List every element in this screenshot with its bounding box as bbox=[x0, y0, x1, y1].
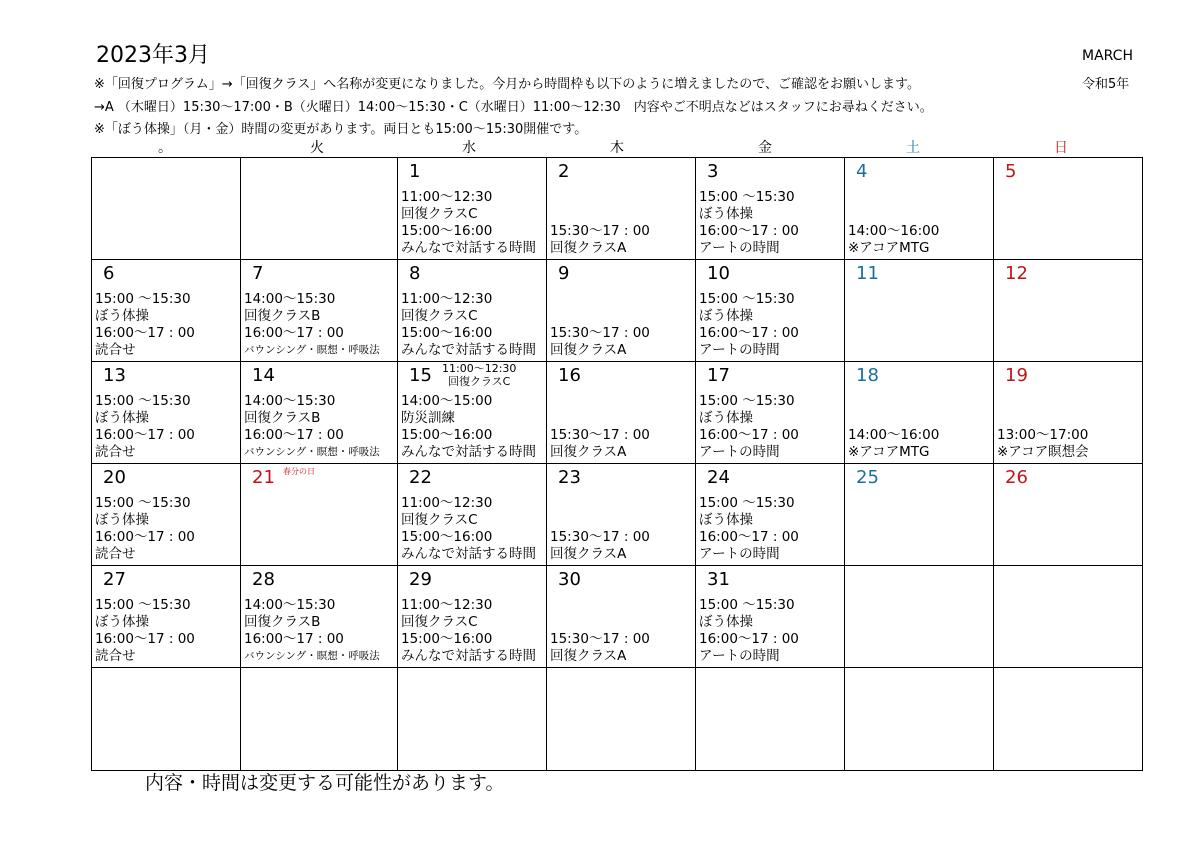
event-line: 13:00～17:00 bbox=[997, 427, 1089, 443]
event-line: みんなで対話する時間 bbox=[401, 546, 536, 562]
event-line: 15:00～16:00 bbox=[401, 325, 493, 341]
event-line: 15:00 ～15:30 bbox=[699, 393, 795, 409]
weekday-label: 火 bbox=[310, 140, 324, 156]
event-line: みんなで対話する時間 bbox=[401, 342, 536, 358]
event-line: 14:00～15:30 bbox=[244, 291, 336, 307]
weekday-label: 金 bbox=[758, 140, 772, 156]
event-line: 16:00～17 : 00 bbox=[244, 325, 344, 341]
day-number: 6 bbox=[103, 263, 115, 284]
calendar-day-cell bbox=[845, 668, 994, 771]
event-line: 回復クラスC bbox=[401, 206, 478, 222]
day-number: 22 bbox=[409, 467, 432, 488]
calendar-day-cell bbox=[92, 566, 241, 668]
event-line: 15:00～16:00 bbox=[401, 631, 493, 647]
month-english: MARCH bbox=[1082, 48, 1133, 64]
event-line: 15:00 ～15:30 bbox=[95, 597, 191, 613]
event-list bbox=[401, 291, 536, 359]
event-line: ぼう体操 bbox=[95, 308, 149, 324]
day-number: 11 bbox=[856, 263, 879, 284]
event-line: 15:30～17 : 00 bbox=[550, 631, 650, 647]
extra-event: 11:00～12:30 回復クラスC bbox=[442, 362, 517, 388]
day-number: 27 bbox=[103, 569, 126, 590]
event-line: 14:00～16:00 bbox=[848, 427, 940, 443]
event-line: 15:00 ～15:30 bbox=[699, 495, 795, 511]
calendar-day-cell bbox=[696, 260, 845, 362]
calendar-day-cell bbox=[845, 158, 994, 260]
calendar-week-row bbox=[92, 464, 1143, 566]
calendar-day-cell bbox=[547, 158, 696, 260]
event-line: アートの時間 bbox=[699, 444, 780, 460]
event-line: 14:00～15:00 bbox=[401, 393, 493, 409]
event-list bbox=[95, 597, 195, 665]
day-number: 24 bbox=[707, 467, 730, 488]
notice-line-2: →A （木曜日）15:30～17:00・B（火曜日）14:00～15:30・C（水曜日）11:00～12:30 内容やご不明点などはスタッフにお尋ねください。 bbox=[94, 100, 933, 115]
weekday-label: 。 bbox=[158, 140, 172, 156]
day-number: 18 bbox=[856, 365, 879, 386]
calendar-day-cell bbox=[92, 668, 241, 771]
event-list bbox=[244, 393, 380, 461]
event-list bbox=[550, 325, 650, 359]
calendar-day-cell bbox=[696, 464, 845, 566]
calendar-day-cell bbox=[845, 260, 994, 362]
event-line: 15:30～17 : 00 bbox=[550, 223, 650, 239]
day-number: 2 bbox=[558, 161, 570, 182]
event-line: 読合せ bbox=[95, 546, 136, 562]
day-number: 4 bbox=[856, 161, 868, 182]
event-list bbox=[848, 427, 939, 461]
event-line: アートの時間 bbox=[699, 240, 780, 256]
calendar-day-cell bbox=[398, 668, 547, 771]
day-number: 14 bbox=[252, 365, 275, 386]
event-list bbox=[95, 291, 195, 359]
calendar-day-cell bbox=[994, 464, 1143, 566]
event-list bbox=[401, 597, 536, 665]
event-line: 15:00～16:00 bbox=[401, 529, 493, 545]
day-number: 10 bbox=[707, 263, 730, 284]
notice-line-1: ※「回復プログラム」→「回復クラス」へ名称が変更になりました。今月から時間枠も以下のように増えましたので、ご確認をお願いします。 bbox=[94, 77, 920, 92]
event-line: 15:00 ～15:30 bbox=[95, 495, 191, 511]
calendar-day-cell bbox=[845, 464, 994, 566]
calendar-grid bbox=[91, 157, 1143, 771]
event-line: アートの時間 bbox=[699, 342, 780, 358]
event-line: 16:00～17 : 00 bbox=[699, 529, 799, 545]
event-line: 回復クラスA bbox=[550, 342, 627, 358]
calendar-day-cell bbox=[994, 362, 1143, 464]
event-line: ぼう体操 bbox=[699, 512, 753, 528]
day-number: 3 bbox=[707, 161, 719, 182]
day-number: 28 bbox=[252, 569, 275, 590]
event-line: 15:00 ～15:30 bbox=[95, 393, 191, 409]
calendar-day-cell bbox=[696, 668, 845, 771]
day-number: 9 bbox=[558, 263, 570, 284]
event-line: 読合せ bbox=[95, 444, 136, 460]
event-line: ぼう体操 bbox=[95, 512, 149, 528]
calendar-day-cell bbox=[241, 158, 398, 260]
day-number: 20 bbox=[103, 467, 126, 488]
event-line: ※アコアMTG bbox=[848, 240, 930, 256]
event-line: 11:00～12:30 bbox=[401, 291, 493, 307]
event-line: 16:00～17 : 00 bbox=[699, 631, 799, 647]
event-line: 16:00～17 : 00 bbox=[244, 427, 344, 443]
calendar-day-cell bbox=[845, 566, 994, 668]
event-line: ぼう体操 bbox=[699, 614, 753, 630]
day-number: 26 bbox=[1005, 467, 1028, 488]
event-list bbox=[699, 189, 799, 257]
event-list bbox=[550, 427, 650, 461]
event-line: ぼう体操 bbox=[699, 206, 753, 222]
day-number: 1 bbox=[409, 161, 421, 182]
event-line: 読合せ bbox=[95, 648, 136, 664]
event-line: 15:00 ～15:30 bbox=[699, 189, 795, 205]
event-list bbox=[699, 495, 799, 563]
event-line: 16:00～17 : 00 bbox=[95, 631, 195, 647]
calendar-day-cell bbox=[994, 668, 1143, 771]
calendar-day-cell bbox=[398, 464, 547, 566]
event-line: ぼう体操 bbox=[95, 614, 149, 630]
calendar-day-cell bbox=[241, 260, 398, 362]
calendar-day-cell bbox=[696, 362, 845, 464]
event-list bbox=[244, 597, 380, 665]
event-line: ぼう体操 bbox=[95, 410, 149, 426]
event-line: ※アコア瞑想会 bbox=[997, 444, 1089, 460]
event-line: 16:00～17 : 00 bbox=[699, 325, 799, 341]
weekday-label: 日 bbox=[1054, 140, 1068, 156]
day-number: 30 bbox=[558, 569, 581, 590]
day-number: 23 bbox=[558, 467, 581, 488]
event-list bbox=[95, 393, 195, 461]
calendar-day-cell bbox=[241, 566, 398, 668]
event-line: 15:30～17 : 00 bbox=[550, 325, 650, 341]
event-line: 回復クラスB bbox=[244, 614, 321, 630]
calendar-day-cell bbox=[547, 260, 696, 362]
calendar-week-row bbox=[92, 362, 1143, 464]
event-line: 16:00～17 : 00 bbox=[699, 223, 799, 239]
calendar-day-cell bbox=[547, 464, 696, 566]
event-line: 15:30～17 : 00 bbox=[550, 427, 650, 443]
event-list bbox=[699, 393, 799, 461]
event-list bbox=[848, 223, 939, 257]
page-title: 2023年3月 bbox=[96, 43, 210, 68]
event-line: 回復クラスA bbox=[550, 546, 627, 562]
event-line: 14:00～15:30 bbox=[244, 597, 336, 613]
calendar-day-cell bbox=[994, 260, 1143, 362]
event-line: みんなで対話する時間 bbox=[401, 444, 536, 460]
calendar-day-cell bbox=[547, 362, 696, 464]
event-list bbox=[244, 291, 380, 359]
era-label: 令和5年 bbox=[1082, 77, 1130, 92]
event-line: 11:00～12:30 bbox=[401, 189, 493, 205]
calendar-week-row bbox=[92, 260, 1143, 362]
day-number: 15 bbox=[409, 365, 432, 386]
day-number: 13 bbox=[103, 365, 126, 386]
calendar-week-row bbox=[92, 158, 1143, 260]
calendar-day-cell bbox=[241, 668, 398, 771]
day-number: 31 bbox=[707, 569, 730, 590]
day-number: 12 bbox=[1005, 263, 1028, 284]
calendar-day-cell bbox=[398, 158, 547, 260]
event-line: 16:00～17 : 00 bbox=[95, 427, 195, 443]
weekday-label: 水 bbox=[462, 140, 476, 156]
event-line: 16:00～17 : 00 bbox=[244, 631, 344, 647]
calendar-day-cell bbox=[241, 362, 398, 464]
day-number: 25 bbox=[856, 467, 879, 488]
calendar-day-cell bbox=[696, 158, 845, 260]
calendar-day-cell bbox=[845, 362, 994, 464]
calendar-day-cell bbox=[994, 158, 1143, 260]
event-line: 読合せ bbox=[95, 342, 136, 358]
day-number: 8 bbox=[409, 263, 421, 284]
event-line: 15:00～16:00 bbox=[401, 223, 493, 239]
event-line: 14:00～16:00 bbox=[848, 223, 940, 239]
event-line: バウンシング・瞑想・呼吸法 bbox=[244, 344, 380, 356]
day-number: 16 bbox=[558, 365, 581, 386]
event-line: ※アコアMTG bbox=[848, 444, 930, 460]
weekday-label: 土 bbox=[906, 140, 920, 156]
event-line: バウンシング・瞑想・呼吸法 bbox=[244, 650, 380, 662]
event-line: 回復クラスA bbox=[550, 444, 627, 460]
event-line: 回復クラスB bbox=[244, 410, 321, 426]
event-list bbox=[550, 631, 650, 665]
event-line: バウンシング・瞑想・呼吸法 bbox=[244, 446, 380, 458]
event-list bbox=[550, 223, 650, 257]
calendar-day-cell bbox=[241, 464, 398, 566]
event-line: 15:00 ～15:30 bbox=[95, 291, 191, 307]
event-list bbox=[401, 495, 536, 563]
event-line: 防災訓練 bbox=[401, 410, 455, 426]
calendar-day-cell bbox=[696, 566, 845, 668]
weekday-label: 木 bbox=[610, 140, 624, 156]
event-line: 16:00～17 : 00 bbox=[95, 529, 195, 545]
event-list bbox=[699, 291, 799, 359]
event-line: アートの時間 bbox=[699, 546, 780, 562]
event-line: 16:00～17 : 00 bbox=[699, 427, 799, 443]
notice-line-3: ※「ぼう体操」（月・金）時間の変更があります。両日とも15:00～15:30開催です。 bbox=[94, 122, 588, 137]
calendar-day-cell bbox=[398, 362, 547, 464]
event-line: 回復クラスA bbox=[550, 648, 627, 664]
event-line: 回復クラスC bbox=[401, 308, 478, 324]
calendar-day-cell bbox=[398, 566, 547, 668]
day-number: 17 bbox=[707, 365, 730, 386]
day-number: 5 bbox=[1005, 161, 1017, 182]
day-number: 21 bbox=[252, 467, 275, 488]
calendar-week-row bbox=[92, 566, 1143, 668]
calendar-day-cell bbox=[92, 158, 241, 260]
footer-notice: 内容・時間は変更する可能性があります。 bbox=[145, 772, 505, 794]
event-list bbox=[401, 393, 536, 461]
calendar-day-cell bbox=[547, 566, 696, 668]
event-line: 15:00～16:00 bbox=[401, 427, 493, 443]
event-line: 16:00～17 : 00 bbox=[95, 325, 195, 341]
calendar-day-cell bbox=[92, 464, 241, 566]
calendar-day-cell bbox=[92, 260, 241, 362]
event-line: みんなで対話する時間 bbox=[401, 648, 536, 664]
event-line: 14:00～15:30 bbox=[244, 393, 336, 409]
event-line: 15:00 ～15:30 bbox=[699, 597, 795, 613]
event-list bbox=[699, 597, 799, 665]
event-line: 回復クラスB bbox=[244, 308, 321, 324]
event-line: 15:30～17 : 00 bbox=[550, 529, 650, 545]
calendar-day-cell bbox=[92, 362, 241, 464]
event-line: 11:00～12:30 bbox=[401, 597, 493, 613]
calendar-day-cell bbox=[398, 260, 547, 362]
event-list bbox=[95, 495, 195, 563]
event-line: 回復クラスA bbox=[550, 240, 627, 256]
day-number: 7 bbox=[252, 263, 264, 284]
event-line: 15:00 ～15:30 bbox=[699, 291, 795, 307]
event-line: 回復クラスC bbox=[401, 512, 478, 528]
event-list bbox=[997, 427, 1089, 461]
event-list bbox=[401, 189, 536, 257]
event-line: ぼう体操 bbox=[699, 410, 753, 426]
event-line: アートの時間 bbox=[699, 648, 780, 664]
event-line: 回復クラスC bbox=[401, 614, 478, 630]
holiday-label: 春分の日 bbox=[283, 467, 315, 476]
calendar-day-cell bbox=[547, 668, 696, 771]
event-list bbox=[550, 529, 650, 563]
event-line: みんなで対話する時間 bbox=[401, 240, 536, 256]
calendar-week-row bbox=[92, 668, 1143, 771]
event-line: 11:00～12:30 bbox=[401, 495, 493, 511]
event-line: ぼう体操 bbox=[699, 308, 753, 324]
day-number: 29 bbox=[409, 569, 432, 590]
calendar-day-cell bbox=[994, 566, 1143, 668]
day-number: 19 bbox=[1005, 365, 1028, 386]
